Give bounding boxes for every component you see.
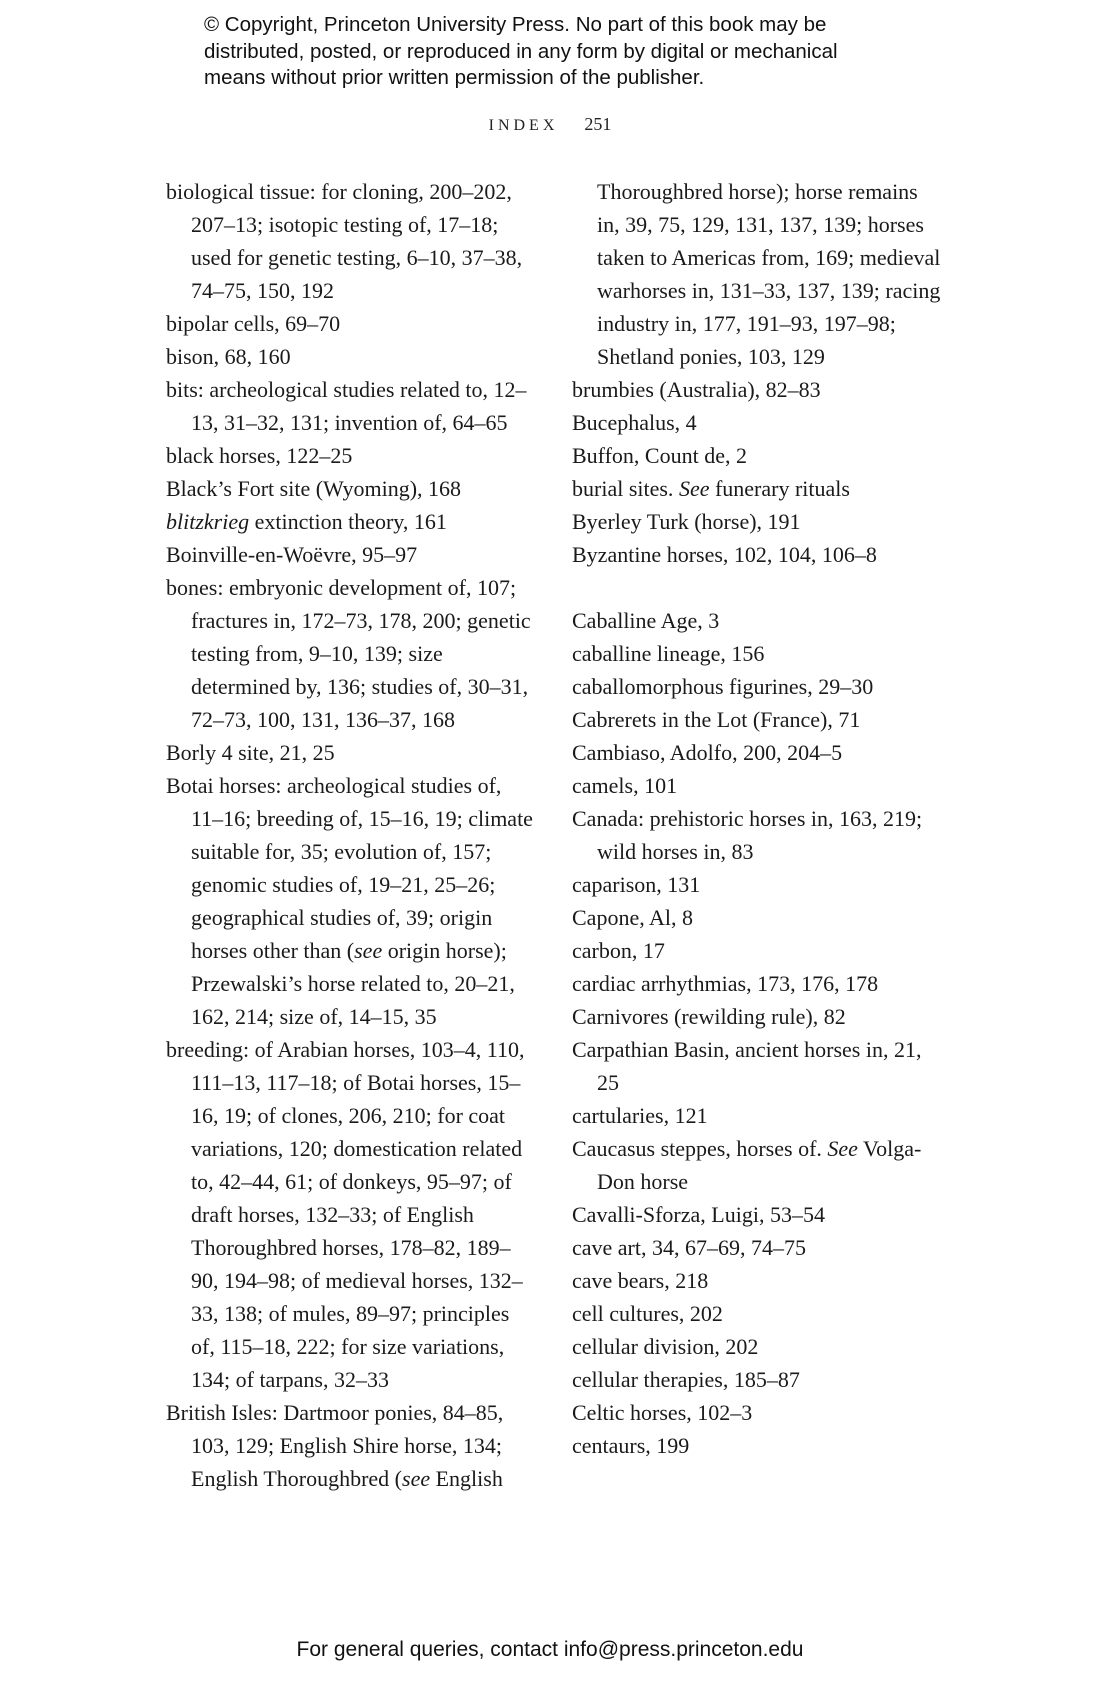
entry-text: British Isles: Dartmoor ponies, 84–85, 103, 129; English Shire horse, 134; English Thoroughbred ( — [166, 1400, 504, 1491]
entry-text: extinction theory, 161 — [249, 509, 447, 534]
index-entry: bison, 68, 160 — [166, 344, 291, 369]
letter-group-spacer — [572, 571, 944, 604]
index-entry: caparison, 131 — [572, 872, 701, 897]
index-entry: Carpathian Basin, ancient horses in, 21, 25 — [572, 1037, 922, 1095]
index-entry: cellular division, 202 — [572, 1334, 759, 1359]
index-entry: Byerley Turk (horse), 191 — [572, 509, 801, 534]
index-entry: Cavalli-Sforza, Luigi, 53–54 — [572, 1202, 825, 1227]
see-reference: See — [827, 1136, 858, 1161]
index-entry: carbon, 17 — [572, 938, 665, 963]
page-number: 251 — [584, 114, 612, 134]
index-entry — [166, 769, 538, 1033]
entry-text: English — [430, 1466, 503, 1491]
index-entry: bipolar cells, 69–70 — [166, 311, 341, 336]
copyright-line: means without prior written permission of the publisher. — [204, 66, 705, 89]
index-column-right — [572, 175, 944, 1462]
index-entry: Canada: prehistoric horses in, 163, 219; wild horses in, 83 — [572, 806, 923, 864]
index-entry: Bucephalus, 4 — [572, 410, 697, 435]
entry-text: burial sites. — [572, 476, 679, 501]
entry-text: funerary rituals — [709, 476, 850, 501]
index-entry — [572, 1132, 944, 1198]
see-reference: See — [678, 476, 710, 501]
see-reference: see — [402, 1466, 431, 1491]
index-entry: cellular therapies, 185–87 — [572, 1367, 800, 1392]
index-entry: Caballine Age, 3 — [572, 608, 720, 633]
entry-text: origin horse); Przewalski’s horse related to, 20–21, 162, 214; size of, 14–15, 35 — [191, 938, 515, 1029]
copyright-line: © Copyright, Princeton University Press. No part of this book may be — [204, 13, 827, 36]
contact-footer: For general queries, contact info@press.princeton.edu — [296, 1638, 804, 1661]
entry-text: Volga-Don horse — [597, 1136, 922, 1194]
index-entry: cartularies, 121 — [572, 1103, 708, 1128]
index-entry: Byzantine horses, 102, 104, 106–8 — [572, 542, 877, 567]
index-entry: breeding: of Arabian horses, 103–4, 110, 111–13, 117–18; of Botai horses, 15–16, 19; of clones, 206, 210; for coat variations, 120; domestication related to, 42–44, 61; of donkeys, 95–97; of draft horses, 132–33; of English Thoroughbred horses, 178–82, 189–90, 194–98; of medieval horses, 132–33, 138; of mules, 89–97; principles of, 115–18, 222; for size variations, 134; of tarpans, 32–33 — [166, 1037, 525, 1392]
index-entry: Cambiaso, Adolfo, 200, 204–5 — [572, 740, 843, 765]
index-entry: Carnivores (rewilding rule), 82 — [572, 1004, 846, 1029]
index-entry: caballomorphous figurines, 29–30 — [572, 674, 874, 699]
index-entry-continuation: Thoroughbred horse); horse remains in, 39, 75, 129, 131, 137, 139; horses taken to Americas from, 169; medieval warhorses in, 131–33, 137, 139; racing industry in, 177, 191–93, 197–98; Shetland ponies, 103, 129 — [597, 179, 941, 369]
index-entry: bits: archeological studies related to, 12–13, 31–32, 131; invention of, 64–65 — [166, 377, 527, 435]
index-entry: centaurs, 199 — [572, 1433, 690, 1458]
entry-text: Caucasus steppes, horses of. — [572, 1136, 828, 1161]
header-label: INDEX — [488, 117, 559, 134]
index-entry: Buffon, Count de, 2 — [572, 443, 747, 468]
index-entry — [166, 1396, 538, 1495]
index-entry: cave bears, 218 — [572, 1268, 709, 1293]
index-entry — [166, 505, 538, 538]
index-entry: brumbies (Australia), 82–83 — [572, 377, 821, 402]
index-entry: Black’s Fort site (Wyoming), 168 — [166, 476, 462, 501]
index-entry: biological tissue: for cloning, 200–202, 207–13; isotopic testing of, 17–18; used for genetic testing, 6–10, 37–38, 74–75, 150, 192 — [166, 179, 523, 303]
index-entry: bones: embryonic development of, 107; fractures in, 172–73, 178, 200; genetic testing from, 9–10, 139; size determined by, 136; studies of, 30–31, 72–73, 100, 131, 136–37, 168 — [166, 575, 531, 732]
copyright-line: distributed, posted, or reproduced in any form by digital or mechanical — [204, 39, 838, 63]
entry-text: Botai horses: archeological studies of, 11–16; breeding of, 15–16, 19; climate suitable for, 35; evolution of, 157; genomic studies of, 19–21, 25–26; geographical studies of, 39; origin horses other than ( — [166, 773, 533, 963]
italic-term: blitzkrieg — [166, 509, 250, 534]
index-entry: cardiac arrhythmias, 173, 176, 178 — [572, 971, 879, 996]
index-entry: caballine lineage, 156 — [572, 641, 765, 666]
index-entry: cave art, 34, 67–69, 74–75 — [572, 1235, 806, 1260]
index-entry: Cabrerets in the Lot (France), 71 — [572, 707, 861, 732]
running-header — [0, 114, 1100, 135]
index-entry — [572, 472, 944, 505]
index-entry: Borly 4 site, 21, 25 — [166, 740, 335, 765]
see-reference: see — [354, 938, 383, 963]
index-entry: Capone, Al, 8 — [572, 905, 693, 930]
index-entry: Celtic horses, 102–3 — [572, 1400, 753, 1425]
index-entry: cell cultures, 202 — [572, 1301, 723, 1326]
index-entry: Boinville-en-Woëvre, 95–97 — [166, 542, 418, 567]
index-entry: black horses, 122–25 — [166, 443, 353, 468]
copyright-notice — [204, 12, 924, 92]
index-column-left — [166, 175, 538, 1495]
index-entry: camels, 101 — [572, 773, 678, 798]
